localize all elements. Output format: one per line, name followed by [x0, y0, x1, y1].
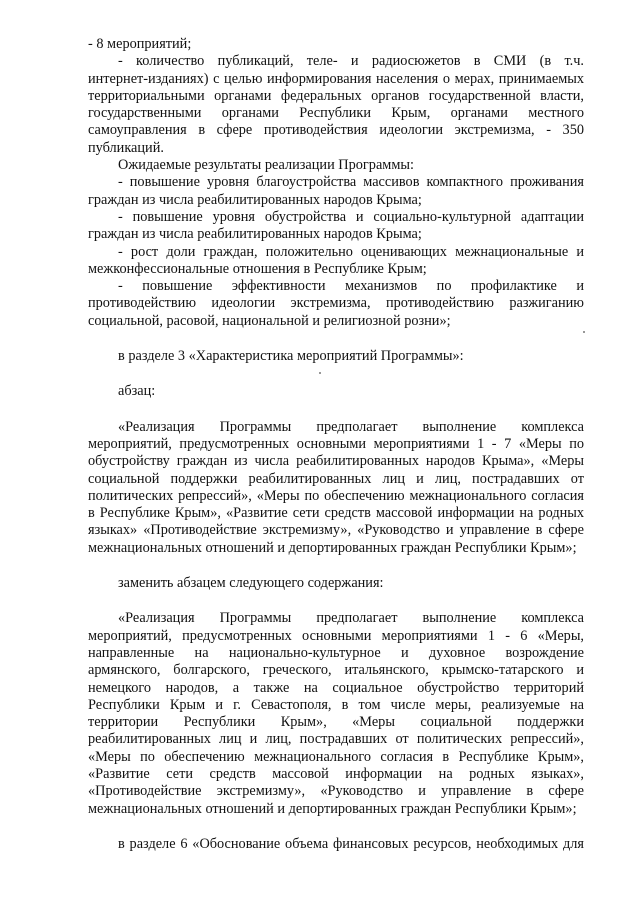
- text-line: социальной поддержки реабилитированных лиц и лиц, пострадавших от: [88, 470, 584, 487]
- spacer: [88, 330, 584, 348]
- spacer: [88, 557, 584, 575]
- text-line: обустройству граждан из числа реабилитированных народов Крыма», «Меры: [88, 453, 584, 470]
- scan-speck: [319, 372, 321, 374]
- spacer: [88, 401, 584, 419]
- text-line: мероприятий, предусмотренных основными мероприятиями 1 - 6 «Меры,: [88, 627, 584, 644]
- text-line: самоуправления в сфере противодействия идеологии экстремизма, - 350: [88, 122, 584, 139]
- text-line: - повышение эффективности механизмов по профилактике и: [118, 278, 584, 295]
- spacer: [88, 365, 584, 383]
- text-line: немецкого народов, а также на социальное обустройство территорий: [88, 679, 584, 696]
- section6-line: в разделе 6 «Обоснование объема финансовых ресурсов, необходимых для: [118, 835, 584, 852]
- text-line: граждан из числа реабилитированных народов Крыма;: [88, 226, 422, 243]
- text-line: армянского, болгарского, греческого, итальянского, крымско-татарского и: [88, 662, 584, 679]
- text-line: «Реализация Программы предполагает выполнение комплекса: [118, 418, 584, 435]
- text-line: политических репрессий», «Меры по обеспечению межнационального согласия: [88, 487, 584, 504]
- text-line: «Меры по обеспечению межнационального согласия в Республике Крым»,: [88, 748, 584, 765]
- text-line: - 8 мероприятий;: [88, 36, 192, 52]
- text-line: - количество публикаций, теле- и радиосюжетов в СМИ (в т.ч.: [118, 53, 584, 70]
- text-line: - повышение уровня обустройства и социально-культурной адаптации: [118, 208, 584, 225]
- text-line: «Противодействие экстремизму», «Руководство и управление в сфере: [88, 783, 584, 800]
- text-line: реабилитированных лиц и лиц, пострадавших от политических репрессий»,: [88, 731, 584, 748]
- text-line: - повышение уровня благоустройства массивов компактного проживания: [118, 174, 584, 191]
- text-line: межнациональных отношений и депортированных граждан Республики Крым»;: [88, 539, 577, 556]
- text-line: противодействию идеологии экстремизма, противодействию разжиганию: [88, 295, 584, 312]
- text-line: Республики Крым и г. Севастополя, в том числе меры, реализуемые на: [88, 696, 584, 713]
- text-line: территории Республики Крым», «Меры социальной поддержки: [88, 714, 584, 731]
- abzats-label: абзац:: [118, 383, 156, 400]
- text-line: в Республике Крым», «Развитие сети средств массовой информации на родных: [88, 505, 584, 522]
- text-line: граждан из числа реабилитированных народов Крыма;: [88, 191, 422, 208]
- document-page: [88, 36, 584, 853]
- scan-speck: [583, 331, 585, 333]
- text-line: - рост доли граждан, положительно оценивающих межнациональные и: [118, 243, 584, 260]
- text-line: Ожидаемые результаты реализации Программы:: [118, 157, 414, 174]
- text-line: направленные на национально-культурное и духовное возрождение: [88, 644, 584, 661]
- section3-heading: в разделе 3 «Характеристика мероприятий Программы»:: [118, 348, 464, 365]
- text-line: межнациональных отношений и депортированных граждан Республики Крым»;: [88, 800, 577, 817]
- spacer: [88, 818, 584, 836]
- text-line: социальной, расовой, национальной и религиозной розни»;: [88, 312, 451, 329]
- replace-label: заменить абзацем следующего содержания:: [118, 575, 384, 592]
- text-line: языках» «Противодействие экстремизму», «Руководство и управление в сфере: [88, 522, 584, 539]
- spacer: [88, 592, 584, 610]
- text-line: государственными органами Республики Крым, органами местного: [88, 105, 584, 122]
- text-line: «Развитие сети средств массовой информации на родных языках»,: [88, 765, 584, 782]
- text-line: публикаций.: [88, 139, 164, 156]
- text-line: интернет-изданиях) с целью информирования населения о мерах, принимаемых: [88, 70, 584, 87]
- text-line: «Реализация Программы предполагает выполнение комплекса: [118, 610, 584, 627]
- text-line: территориальными органами федеральных органов государственной власти,: [88, 87, 584, 104]
- text-line: межконфессиональные отношения в Республике Крым;: [88, 260, 427, 277]
- text-line: мероприятий, предусмотренных основными мероприятиями 1 - 7 «Меры по: [88, 435, 584, 452]
